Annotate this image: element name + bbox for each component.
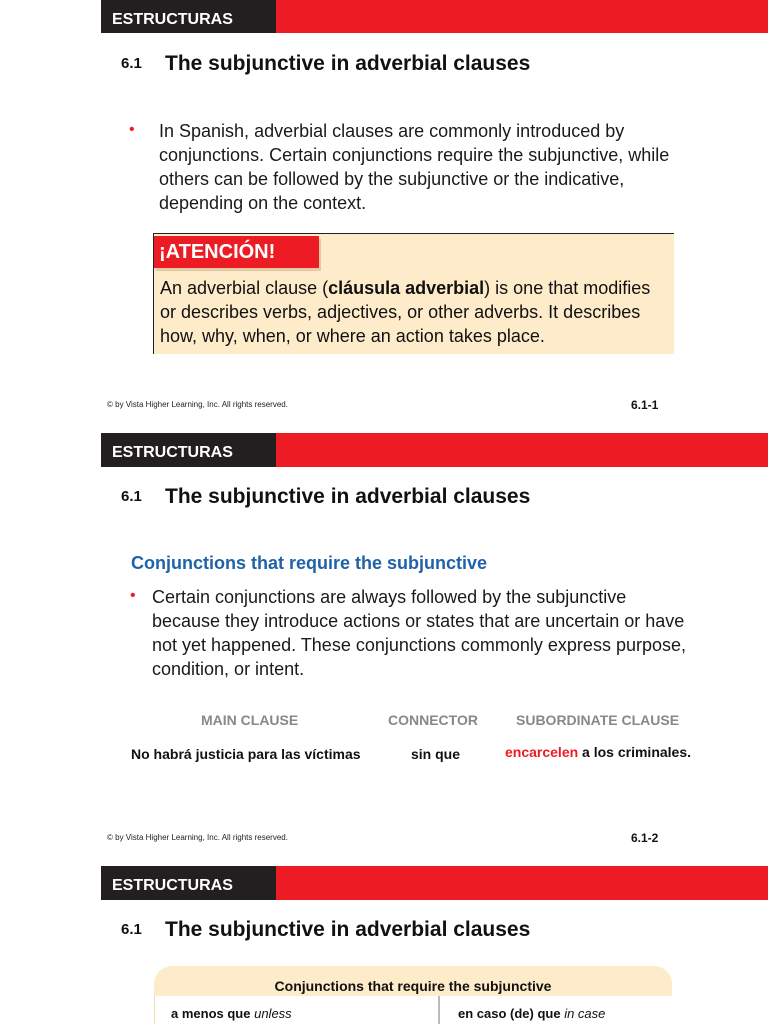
table-cell-left xyxy=(171,1006,292,1021)
example-subordinate-clause xyxy=(505,744,691,760)
copyright: © by Vista Higher Learning, Inc. All rights reserved. xyxy=(107,833,288,842)
slide-number: 6.1-2 xyxy=(631,831,659,845)
slide-2 xyxy=(0,433,768,866)
bullet-text: Certain conjunctions are always followed by the subjunctive because they introduce actions or states that are uncertain or have not yet happened. These conjunctions commonly express purpose, condition, or intent. xyxy=(152,587,686,679)
section-number: 6.1 xyxy=(121,488,142,505)
bullet-icon: • xyxy=(130,587,136,604)
attention-text xyxy=(160,276,670,348)
bullet-icon: • xyxy=(129,121,135,138)
slide-3 xyxy=(0,866,768,1024)
section-header: ESTRUCTURAS xyxy=(101,433,276,467)
attention-box xyxy=(153,233,674,354)
slide-1 xyxy=(0,0,768,433)
attention-text-start: An adverbial clause ( xyxy=(160,278,329,298)
section-title: The subjunctive in adverbial clauses xyxy=(165,485,531,508)
header-red-bar xyxy=(276,0,768,33)
example-subjunctive-verb: encarcelen xyxy=(505,744,579,760)
section-header: ESTRUCTURAS xyxy=(101,866,276,900)
header-red-bar xyxy=(276,433,768,467)
conjunction-english: unless xyxy=(254,1006,292,1021)
table-divider xyxy=(438,996,440,1024)
example-connector: sin que xyxy=(411,746,461,762)
slide-number: 6.1-1 xyxy=(631,398,659,412)
section-number: 6.1 xyxy=(121,921,142,938)
copyright: © by Vista Higher Learning, Inc. All rights reserved. xyxy=(107,400,288,409)
subheading: Conjunctions that require the subjunctive xyxy=(131,553,488,573)
example-main-clause: No habrá justicia para las víctimas xyxy=(131,746,361,762)
column-header-connector: CONNECTOR xyxy=(388,712,478,728)
column-header-main: MAIN CLAUSE xyxy=(201,712,299,728)
conjunction-english: in case xyxy=(564,1006,606,1021)
section-title: The subjunctive in adverbial clauses xyxy=(165,52,531,75)
attention-term: cláusula adverbial xyxy=(328,278,485,298)
attention-text-end: ) is one that modifies or describes verbs, adjectives, or other adverbs. It describes how, why, when, or where an action takes place. xyxy=(160,278,651,346)
table-cell-right xyxy=(458,1006,605,1021)
bullet-text: In Spanish, adverbial clauses are commonly introduced by conjunctions. Certain conjunctions require the subjunctive, while others can be followed by the subjunctive or the indicative, depending on the context. xyxy=(159,121,670,213)
header-red-bar xyxy=(276,866,768,900)
table-title: Conjunctions that require the subjunctive xyxy=(274,978,552,994)
section-number: 6.1 xyxy=(121,55,142,72)
conjunction-spanish: a menos que xyxy=(171,1006,251,1021)
conjunction-spanish: en caso (de) que xyxy=(458,1006,561,1021)
section-title: The subjunctive in adverbial clauses xyxy=(165,918,531,941)
example-subordinate-rest: a los criminales. xyxy=(578,744,692,760)
section-header: ESTRUCTURAS xyxy=(101,0,276,33)
attention-label: ¡ATENCIÓN! xyxy=(154,236,319,268)
column-header-subordinate: SUBORDINATE CLAUSE xyxy=(516,712,680,728)
